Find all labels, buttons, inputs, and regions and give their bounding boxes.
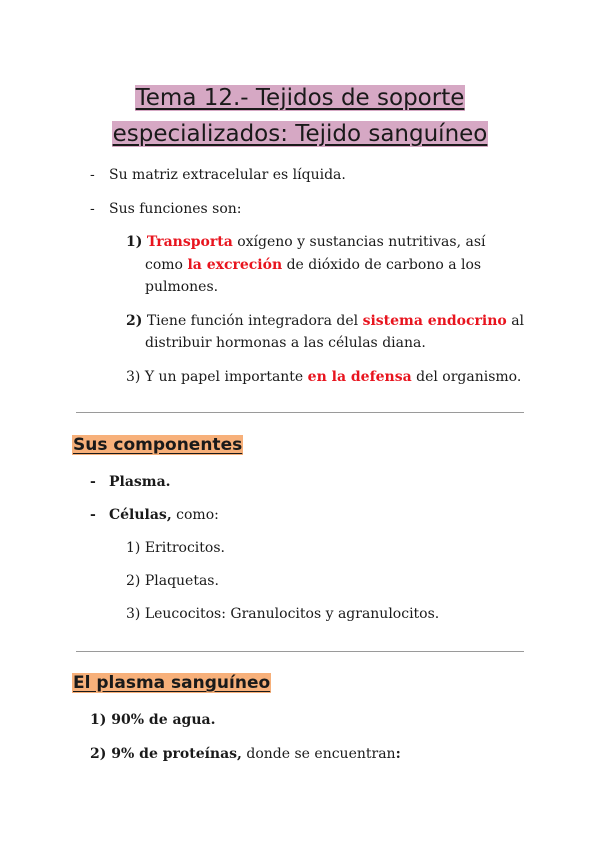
horizontal-divider <box>76 651 524 652</box>
function-1-number: 1) <box>126 234 143 250</box>
bullet-dash: - <box>90 167 95 183</box>
cell-type-item: 1) Eritrocitos. <box>126 540 225 556</box>
function-2-line-1 <box>126 311 524 332</box>
section-heading-text: El plasma sanguíneo <box>73 673 271 693</box>
plasma-item-proteins-text: donde se encuentran <box>241 746 396 762</box>
component-cells <box>109 505 219 526</box>
section-heading-components <box>72 433 243 457</box>
bullet-dash: - <box>90 201 95 217</box>
function-1-text: de dióxido de carbono a los <box>282 257 482 273</box>
function-2-text: Tiene función integradora del <box>142 313 363 329</box>
function-3-text: Y un papel importante <box>140 369 308 385</box>
function-2-text: al <box>506 313 525 329</box>
function-1-text: como <box>145 257 188 273</box>
function-1-text: oxígeno y sustancias nutritivas, así <box>232 234 486 250</box>
component-plasma: Plasma. <box>109 474 171 490</box>
component-cells-label: Células, <box>109 507 172 523</box>
cell-type-item: 2) Plaquetas. <box>126 573 219 589</box>
component-cells-text: como: <box>171 507 219 523</box>
function-1-highlight-2: la excreción <box>187 257 283 273</box>
plasma-item-proteins-colon: : <box>395 746 401 762</box>
bullet-dash: - <box>90 474 96 490</box>
section-heading-plasma <box>72 671 271 695</box>
plasma-item-water: 1) 90% de agua. <box>90 712 216 728</box>
function-1-line-2 <box>145 255 481 276</box>
function-3-highlight: en la defensa <box>307 369 412 385</box>
intro-item-functions: Sus funciones son: <box>109 201 242 217</box>
section-heading-text: Sus componentes <box>73 435 243 455</box>
function-3-line-1 <box>126 367 521 388</box>
function-2-number: 2) <box>126 313 143 329</box>
function-2-highlight: sistema endocrino <box>362 313 507 329</box>
bullet-dash: - <box>90 507 96 523</box>
page-title <box>0 80 600 152</box>
plasma-item-proteins-label: 2) 9% de proteínas, <box>90 746 242 762</box>
cell-type-item: 3) Leucocitos: Granulocitos y agranulocitos. <box>126 606 440 622</box>
horizontal-divider <box>76 412 524 413</box>
function-1-highlight: Transporta <box>146 234 233 250</box>
function-3-text: del organismo. <box>411 369 522 385</box>
title-line-2: especializados: Tejido sanguíneo <box>112 121 488 147</box>
function-1-line-3: pulmones. <box>145 279 219 295</box>
function-1-line-1 <box>126 232 486 253</box>
function-3-number: 3) <box>126 369 141 385</box>
intro-item-matrix: Su matriz extracelular es líquida. <box>109 167 346 183</box>
function-2-line-2: distribuir hormonas a las células diana. <box>145 335 426 351</box>
title-line-1: Tema 12.- Tejidos de soporte <box>135 85 465 111</box>
plasma-item-proteins <box>90 744 401 765</box>
